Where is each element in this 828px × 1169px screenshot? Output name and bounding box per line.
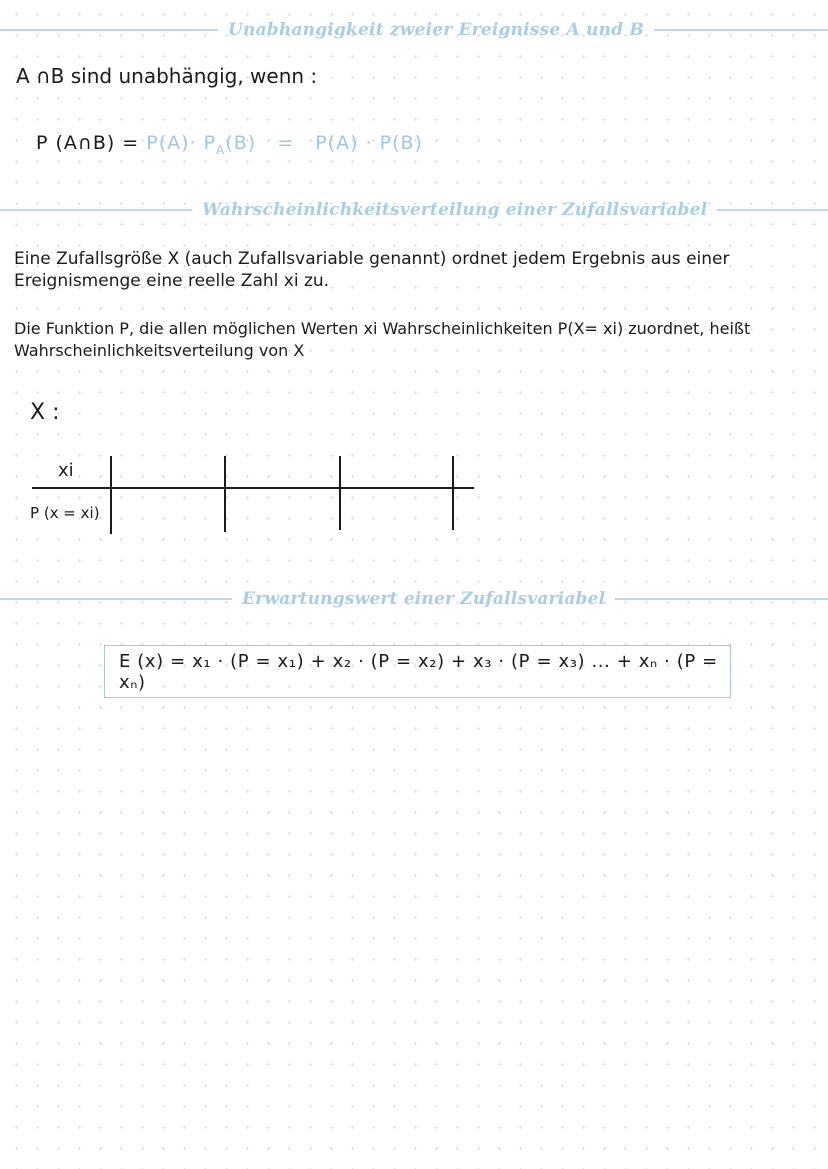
formula-mid-end: (B) bbox=[225, 132, 257, 154]
para1-line2: Ereignismenge eine reelle Zahl xi zu. bbox=[14, 271, 330, 291]
distribution-paragraph-1 bbox=[14, 248, 729, 292]
independence-formula bbox=[36, 132, 423, 157]
para2-line1: Die Funktion P, die allen möglichen Werten xi Wahrscheinlichkeiten P(X= xi) zuordnet, heißt bbox=[14, 319, 751, 338]
table-row-xi: xi bbox=[58, 460, 74, 481]
table-horizontal-line bbox=[32, 487, 474, 489]
formula-left: P (A∩B) = bbox=[36, 132, 140, 154]
formula-eq: = bbox=[277, 132, 295, 154]
para1-line1: Eine Zufallsgröße X (auch Zufallsvariable genannt) ordnet jedem Ergebnis aus einer bbox=[14, 249, 730, 269]
heading-independence-row bbox=[0, 18, 828, 42]
table-vertical-line-3 bbox=[339, 456, 341, 530]
heading-line-left bbox=[0, 29, 218, 31]
heading-line-right bbox=[615, 598, 828, 600]
heading-distribution: Wahrscheinlichkeitsverteilung einer Zufallsvariabel bbox=[202, 200, 708, 220]
heading-line-right bbox=[654, 29, 828, 31]
formula-mid: P(A)· P bbox=[146, 132, 217, 154]
table-row-probability: P (x = xi) bbox=[30, 504, 100, 522]
formula-right: P(A) · P(B) bbox=[315, 132, 423, 154]
x-label: X : bbox=[30, 400, 60, 425]
heading-expectation: Erwartungswert einer Zufallsvariabel bbox=[242, 589, 606, 609]
para2-line2: Wahrscheinlichkeitsverteilung von X bbox=[14, 341, 305, 360]
expectation-formula: E (x) = x₁ · (P = x₁) + x₂ · (P = x₂) + x₃ · (P = x₃) ... + xₙ · (P = xₙ) bbox=[119, 650, 718, 693]
independence-statement: A ∩B sind unabhängig, wenn : bbox=[16, 64, 318, 88]
heading-distribution-row bbox=[0, 198, 828, 222]
heading-line-left bbox=[0, 598, 232, 600]
formula-mid-sub: A bbox=[216, 142, 226, 157]
heading-line-right bbox=[717, 209, 828, 211]
table-vertical-line-2 bbox=[224, 456, 226, 532]
expectation-formula-box bbox=[104, 645, 731, 698]
table-vertical-line-1 bbox=[110, 456, 112, 534]
heading-independence: Unabhangigkeit zweier Ereignisse A und B bbox=[228, 20, 644, 40]
table-vertical-line-4 bbox=[452, 456, 454, 530]
heading-line-left bbox=[0, 209, 192, 211]
distribution-paragraph-2 bbox=[14, 318, 750, 362]
heading-expectation-row bbox=[0, 587, 828, 611]
